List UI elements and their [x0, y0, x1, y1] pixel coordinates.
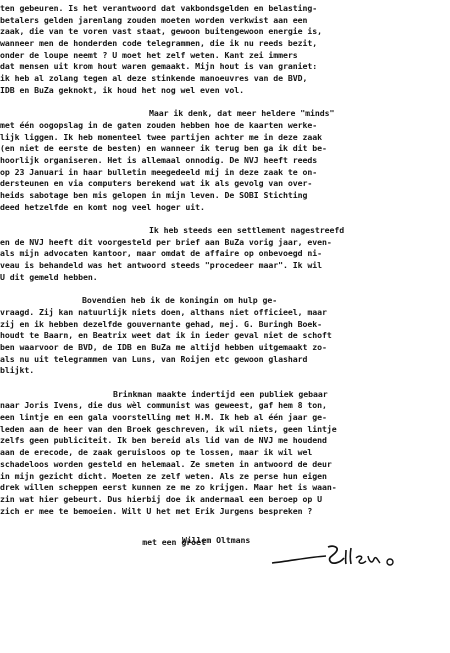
text-line: heids sabotage ben mis gelopen in mijn leven. De SOBI Stichting [0, 190, 308, 200]
text-line: schadeloos worden gesteld en helemaal. Ze smeten in antwoord de deur [0, 458, 332, 469]
text-line: aan de erecode, de zaak geruisloos op te lossen, maar ik wil wel [0, 447, 313, 458]
text-line: op 23 Januari in haar bulletin meegedeeld mij in deze zaak te on- [0, 166, 318, 177]
text-line: dat mensen uit krom hout waren gemaakt. Mijn hout is van graniet: [0, 61, 318, 72]
paragraph-gap [0, 97, 450, 109]
text-line: zij en ik hebben dezelfde gouvernante gehad, mej. G. Buringh Boek- [0, 318, 323, 329]
text-line: met één oogopslag in de gaten zouden hebben hoe de kaarten werke- [0, 119, 318, 130]
text-line: deed hetzelfde en komt nog veel hoger uit. [0, 201, 205, 212]
paragraph-gap [0, 377, 450, 389]
text-line: ten gebeuren. Is het verantwoord dat vakbondsgelden en belasting- [0, 3, 318, 13]
letter-body [0, 3, 450, 547]
paragraph-gap [0, 284, 450, 296]
paragraph [0, 108, 450, 213]
text-line: (en niet de eerste de besten) en wanneer ik terug ben ga ik dit be- [0, 143, 327, 154]
text-line: veau is behandeld was het antwoord steeds "procedeer maar". Ik wil [0, 260, 323, 271]
paragraph [0, 389, 450, 518]
text-line: een lintje en een gala voorstelling met H.M. Ik heb al één jaar ge- [0, 412, 327, 423]
text-line: ik heb al zolang tegen al deze stinkende manoeuvres van de BVD, [0, 73, 308, 84]
signer-name: Willem Oltmans [182, 535, 251, 546]
text-line: Ik heb steeds een settlement nagestreefd [149, 225, 345, 236]
handwritten-signature [270, 515, 400, 597]
text-line: zin wat hier gebeurt. Dus hierbij doe ik andermaal een beroep op U [0, 493, 323, 504]
text-line: zich er mee te bemoeien. Wilt U het met Erik Jurgens bespreken ? [0, 505, 313, 516]
text-line: hoorlijk organiseren. Het is allemaal onnodig. De NVJ heeft reeds [0, 154, 318, 165]
text-line: Bovendien heb ik de koningin om hulp ge- [82, 295, 278, 306]
paragraph-gap [0, 213, 450, 225]
text-line: betalers gelden jarenlang zouden moeten worden verkwist aan een [0, 14, 308, 25]
closing-text: met een groet [142, 537, 206, 548]
text-line: naar Joris Ivens, die dus wèl communist was geweest, gaf hem 8 ton, [0, 400, 327, 411]
text-line: en de NVJ heeft dit voorgesteld per brief aan BuZa vorig jaar, even- [0, 236, 332, 247]
text-line: Maar ik denk, dat meer heldere "minds" [149, 108, 335, 119]
paragraph [0, 3, 450, 97]
text-line: vraagd. Zij kan natuurlijk niets doen, althans niet officieel, maar [0, 306, 327, 317]
text-line: in mijn gezicht dicht. Moeten ze zelf weten. Als ze perse hun eigen [0, 470, 327, 481]
text-line: U dit gemeld hebben. [0, 271, 98, 282]
text-line: lijk liggen. Ik heb momenteel twee partijen achter me in deze zaak [0, 131, 323, 142]
paragraph [0, 225, 450, 283]
text-line: drek willen scheppen eerst kunnen ze me zo krijgen. Maar het is waan- [0, 482, 337, 493]
text-line: als mijn advocaten kantoor, maar omdat de affaire op onbevoegd ni- [0, 248, 323, 259]
text-line: houdt te Baarn, en Beatrix weet dat ik in ieder geval niet de schoft [0, 330, 332, 341]
text-line: zelfs geen publiciteit. Ik ben bereid als lid van de NVJ me houdend [0, 435, 327, 446]
text-line: IDB en BuZa geknokt, ik houd het nog wel even vol. [0, 84, 244, 95]
text-line: onder de loupe neemt ? U moet het zelf weten. Kant zei immers [0, 49, 298, 60]
paragraph [0, 295, 450, 377]
text-line: Brinkman maakte indertijd een publiek gebaar [113, 388, 328, 399]
text-line: dersteunen en via computers berekend wat ik als gevolg van over- [0, 178, 313, 189]
text-line: zaak, die van te voren vast staat, gewoon buitengewoon energie is, [0, 26, 323, 37]
text-line: blijkt. [0, 365, 35, 376]
text-line: als nu uit telegrammen van Luns, van Roijen etc gewoon glashard [0, 353, 308, 364]
text-line: ben waarvoor de BVD, de IDB en BuZa me altijd hebben uitgemaakt zo- [0, 341, 327, 352]
text-line: wanneer men de honderden code telegrammen, die ik nu reeds bezit, [0, 38, 318, 49]
text-line: leden aan de heer van den Broek geschreven, ik wil niets, geen lintje [0, 423, 337, 434]
